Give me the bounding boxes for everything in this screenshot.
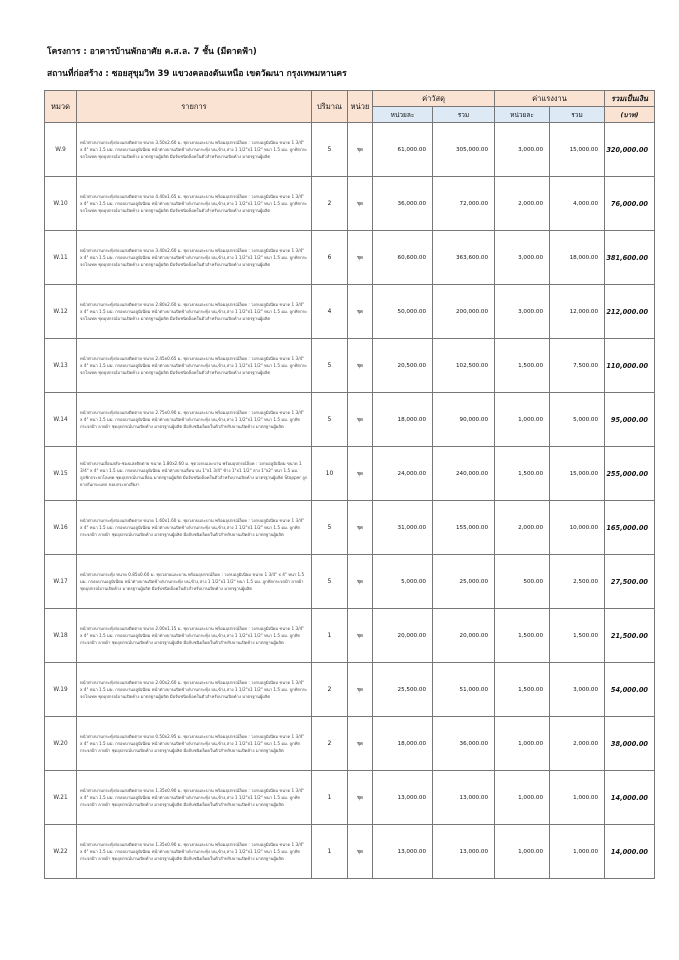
labor-unit-price: 1,000.00 bbox=[495, 771, 550, 825]
item-quantity: 5 bbox=[312, 555, 348, 609]
item-description: หน้าต่างบานกระทุ้งร่องแสงติดตาย ขนาด 2.45x0.65 ม. ชุดวงกบและบาน พร้อมอุปกรณ์ล็อค : วงกบอลูมิเนียม ขนาด 1 3/4" x 4" หนา 1.5 มม. กรอบบานอลูมิเนียม หน้าต่างบานเปิดข้าง/บานกระทุ้ง บน,ข้าง,ล่าง 1 1/2"x1 1/2" หนา 1.5 มม. ลูกฟักกระจกโลเทค ชุดอุปกรณ์บานเปิดค้าง มาตรฐานผู้ผลิต มือจับชนิดล็อคในตัวสำหรับบานเปิดค้าง มาตรฐานผู้ผลิต bbox=[77, 339, 312, 393]
col-labor: ค่าแรงงาน bbox=[495, 91, 605, 107]
labor-sum: 12,000.00 bbox=[550, 285, 605, 339]
labor-unit-price: 1,000.00 bbox=[495, 825, 550, 879]
material-sum: 240,000.00 bbox=[433, 447, 495, 501]
item-description: หน้าต่างบานกระทุ้งร่องแสงติดตาย ขนาด 1.35x0.90 ม. ชุดวงกบและบาน พร้อมอุปกรณ์ล็อค : วงกบอลูมิเนียม ขนาด 1 3/4" x 4" หนา 1.5 มม. กรอบบานอลูมิเนียม หน้าต่างบานเปิดข้าง/บานกระทุ้ง บน,ข้าง,ล่าง 1 1/2"x1 1/2" หนา 1.5 มม. ลูกฟักกระจกฝ้า ลายผ้า ชุดอุปกรณ์บานเปิดค้าง มาตรฐานผู้ผลิต มือจับชนิดล็อคในตัวสำหรับบานเปิดค้าง มาตรฐานผู้ผลิต bbox=[77, 825, 312, 879]
item-unit: ชุด bbox=[348, 285, 373, 339]
material-sum: 20,000.00 bbox=[433, 609, 495, 663]
item-total: 255,000.00 bbox=[605, 447, 655, 501]
item-description: หน้าต่างบานกระทุ้งร่องแสงติดตาย ขนาด 1.60x1.60 ม. ชุดวงกบและบาน พร้อมอุปกรณ์ล็อค : วงกบอลูมิเนียม ขนาด 1 3/4" x 4" หนา 1.5 มม. กรอบบานอลูมิเนียม หน้าต่างบานเปิดข้าง/บานกระทุ้ง บน,ข้าง,ล่าง 1 1/2"x1 1/2" หนา 1.5 มม. ลูกฟักกระจกฝ้า ลายผ้า ชุดอุปกรณ์บานเปิดค้าง มาตรฐานผู้ผลิต มือจับชนิดล็อคในตัวสำหรับบานเปิดค้าง มาตรฐานผู้ผลิต bbox=[77, 501, 312, 555]
col-total-currency: (บาท) bbox=[605, 107, 655, 123]
item-description: หน้าต่างบานเลื่อนสลับ-ช่องแสงติดตาย ขนาด 1.80x2.60 ม. ชุดวงกบและบาน พร้อมอุปกรณ์ล็อค : วงกบอลูมิเนียม ขนาด 1 3/4" x 4" หนา 1.5 มม. กรอบบานอลูมิเนียม หน้าต่างบานเลื่อน บน 1"x1 3/4" ข้าง 1"x1 1/2" ล่าง 1"x2" หนา 1.5 มม. ลูกฟักกระจกโลเทค ชุดอุปกรณ์บานเลื่อน มาตรฐานผู้ผลิต มือจับชนิดล็อคในตัวสำหรับบานเปิดค้าง มาตรฐานผู้ผลิต Stopper ลูกยางกันกระแทก ขอบกระจกเสียงา bbox=[77, 447, 312, 501]
item-code: W.13 bbox=[45, 339, 77, 393]
labor-sum: 15,000.00 bbox=[550, 447, 605, 501]
item-quantity: 2 bbox=[312, 717, 348, 771]
labor-unit-price: 1,500.00 bbox=[495, 663, 550, 717]
item-quantity: 10 bbox=[312, 447, 348, 501]
labor-sum: 1,000.00 bbox=[550, 771, 605, 825]
site-location: สถานที่ก่อสร้าง : ซอยสุขุมวิท 39 แขวงคลองตันเหนือ เขตวัฒนา กรุงเทพมหานคร bbox=[47, 69, 347, 79]
labor-sum: 10,000.00 bbox=[550, 501, 605, 555]
material-sum: 102,500.00 bbox=[433, 339, 495, 393]
col-material-unit-price: หน่วยละ bbox=[373, 107, 433, 123]
col-labor-sum: รวม bbox=[550, 107, 605, 123]
item-total: 212,000.00 bbox=[605, 285, 655, 339]
item-total: 54,000.00 bbox=[605, 663, 655, 717]
item-code: W.19 bbox=[45, 663, 77, 717]
labor-sum: 3,000.00 bbox=[550, 663, 605, 717]
table-row bbox=[45, 177, 655, 231]
item-total: 320,000.00 bbox=[605, 123, 655, 177]
item-unit: ชุด bbox=[348, 393, 373, 447]
labor-sum: 15,000.00 bbox=[550, 123, 605, 177]
item-total: 95,000.00 bbox=[605, 393, 655, 447]
labor-unit-price: 1,000.00 bbox=[495, 717, 550, 771]
item-quantity: 4 bbox=[312, 285, 348, 339]
material-sum: 90,000.00 bbox=[433, 393, 495, 447]
material-unit-price: 20,000.00 bbox=[373, 609, 433, 663]
item-code: W.11 bbox=[45, 231, 77, 285]
item-total: 110,000.00 bbox=[605, 339, 655, 393]
material-unit-price: 13,000.00 bbox=[373, 825, 433, 879]
material-sum: 363,600.00 bbox=[433, 231, 495, 285]
col-category: หมวด bbox=[45, 91, 77, 123]
item-unit: ชุด bbox=[348, 825, 373, 879]
col-material-sum: รวม bbox=[433, 107, 495, 123]
item-code: W.14 bbox=[45, 393, 77, 447]
item-code: W.17 bbox=[45, 555, 77, 609]
item-code: W.12 bbox=[45, 285, 77, 339]
labor-sum: 7,500.00 bbox=[550, 339, 605, 393]
labor-unit-price: 3,000.00 bbox=[495, 231, 550, 285]
boq-table bbox=[44, 90, 655, 879]
item-code: W.9 bbox=[45, 123, 77, 177]
col-quantity: ปริมาณ bbox=[312, 91, 348, 123]
col-material: ค่าวัสดุ bbox=[373, 91, 495, 107]
table-row bbox=[45, 231, 655, 285]
material-unit-price: 60,600.00 bbox=[373, 231, 433, 285]
item-unit: ชุด bbox=[348, 231, 373, 285]
item-total: 14,000.00 bbox=[605, 771, 655, 825]
item-description: หน้าต่างบานกระทุ้งร่องแสงติดตาย ขนาด 3.40x2.60 ม. ชุดวงกบและบาน พร้อมอุปกรณ์ล็อค : วงกบอลูมิเนียม ขนาด 1 3/4" x 4" หนา 1.5 มม. กรอบบานอลูมิเนียม หน้าต่างบานเปิดข้าง/บานกระทุ้ง บน,ข้าง,ล่าง 1 1/2"x1 1/2" หนา 1.5 มม. ลูกฟักกระจกโลเทค ชุดอุปกรณ์บานเปิดค้าง มาตรฐานผู้ผลิต มือจับชนิดล็อคในตัวสำหรับบานเปิดค้าง มาตรฐานผู้ผลิต bbox=[77, 231, 312, 285]
labor-unit-price: 2,000.00 bbox=[495, 177, 550, 231]
labor-unit-price: 3,000.00 bbox=[495, 285, 550, 339]
item-unit: ชุด bbox=[348, 771, 373, 825]
labor-unit-price: 3,000.00 bbox=[495, 123, 550, 177]
item-quantity: 2 bbox=[312, 177, 348, 231]
material-sum: 25,000.00 bbox=[433, 555, 495, 609]
item-total: 27,500.00 bbox=[605, 555, 655, 609]
col-unit: หน่วย bbox=[348, 91, 373, 123]
item-code: W.10 bbox=[45, 177, 77, 231]
item-quantity: 1 bbox=[312, 825, 348, 879]
labor-sum: 4,000.00 bbox=[550, 177, 605, 231]
material-sum: 51,000.00 bbox=[433, 663, 495, 717]
item-code: W.21 bbox=[45, 771, 77, 825]
table-body bbox=[45, 123, 655, 879]
labor-sum: 2,000.00 bbox=[550, 717, 605, 771]
item-total: 165,000.00 bbox=[605, 501, 655, 555]
item-quantity: 5 bbox=[312, 393, 348, 447]
item-description: หน้าต่างบานกระทุ้งร่องแสงติดตาย ขนาด 0.50x2.95 ม. ชุดวงกบและบาน พร้อมอุปกรณ์ล็อค : วงกบอลูมิเนียม ขนาด 1 3/4" x 4" หนา 1.5 มม. กรอบบานอลูมิเนียม หน้าต่างบานเปิดข้าง/บานกระทุ้ง บน,ข้าง,ล่าง 1 1/2"x1 1/2" หนา 1.5 มม. ลูกฟักกระจกฝ้า ลายผ้า ชุดอุปกรณ์บานเปิดค้าง มาตรฐานผู้ผลิต มือจับชนิดล็อคในตัวสำหรับบานเปิดค้าง มาตรฐานผู้ผลิต bbox=[77, 717, 312, 771]
table-row bbox=[45, 393, 655, 447]
item-unit: ชุด bbox=[348, 501, 373, 555]
table-row bbox=[45, 555, 655, 609]
item-total: 14,000.00 bbox=[605, 825, 655, 879]
item-code: W.20 bbox=[45, 717, 77, 771]
material-unit-price: 61,000.00 bbox=[373, 123, 433, 177]
item-quantity: 5 bbox=[312, 123, 348, 177]
item-unit: ชุด bbox=[348, 609, 373, 663]
table-row bbox=[45, 825, 655, 879]
item-unit: ชุด bbox=[348, 177, 373, 231]
material-sum: 13,000.00 bbox=[433, 825, 495, 879]
item-code: W.15 bbox=[45, 447, 77, 501]
material-unit-price: 18,000.00 bbox=[373, 717, 433, 771]
item-quantity: 6 bbox=[312, 231, 348, 285]
table-row bbox=[45, 339, 655, 393]
item-unit: ชุด bbox=[348, 717, 373, 771]
table-row bbox=[45, 447, 655, 501]
table-row bbox=[45, 501, 655, 555]
item-total: 76,000.00 bbox=[605, 177, 655, 231]
labor-unit-price: 1,500.00 bbox=[495, 339, 550, 393]
table-row bbox=[45, 609, 655, 663]
item-quantity: 1 bbox=[312, 609, 348, 663]
item-code: W.22 bbox=[45, 825, 77, 879]
item-unit: ชุด bbox=[348, 663, 373, 717]
item-quantity: 1 bbox=[312, 771, 348, 825]
item-unit: ชุด bbox=[348, 339, 373, 393]
item-quantity: 2 bbox=[312, 663, 348, 717]
material-sum: 155,000.00 bbox=[433, 501, 495, 555]
item-unit: ชุด bbox=[348, 447, 373, 501]
material-sum: 72,000.00 bbox=[433, 177, 495, 231]
item-quantity: 5 bbox=[312, 339, 348, 393]
item-code: W.18 bbox=[45, 609, 77, 663]
table-row bbox=[45, 663, 655, 717]
col-item: รายการ bbox=[77, 91, 312, 123]
item-code: W.16 bbox=[45, 501, 77, 555]
material-unit-price: 50,000.00 bbox=[373, 285, 433, 339]
item-total: 21,500.00 bbox=[605, 609, 655, 663]
material-unit-price: 13,000.00 bbox=[373, 771, 433, 825]
labor-unit-price: 1,500.00 bbox=[495, 609, 550, 663]
material-unit-price: 25,500.00 bbox=[373, 663, 433, 717]
item-quantity: 5 bbox=[312, 501, 348, 555]
item-unit: ชุด bbox=[348, 555, 373, 609]
labor-unit-price: 2,000.00 bbox=[495, 501, 550, 555]
material-sum: 200,000.00 bbox=[433, 285, 495, 339]
project-title: โครงการ : อาคารบ้านพักอาศัย ค.ส.ล. 7 ชั้น (มีดาดฟ้า) bbox=[47, 47, 257, 57]
table-row bbox=[45, 123, 655, 177]
item-description: หน้าต่างบานกระทุ้ง ขนาด 0.85x0.60 ม. ชุดวงกบและบาน พร้อมอุปกรณ์ล็อค : วงกบอลูมิเนียม ขนาด 1 3/4" x 4" หนา 1.5 มม. กรอบบานอลูมิเนียม หน้าต่างบานเปิดข้าง/บานกระทุ้ง บน,ข้าง,ล่าง 1 1/2"x1 1/2" หนา 1.5 มม. ลูกฟักกระจกฝ้า ลายผ้า ชุดอุปกรณ์บานเปิดค้าง มาตรฐานผู้ผลิต มือจับชนิดล็อคในตัวสำหรับบานเปิดค้าง มาตรฐานผู้ผลิต bbox=[77, 555, 312, 609]
table-row bbox=[45, 771, 655, 825]
item-description: หน้าต่างบานกระทุ้งร่องแสงติดตาย ขนาด 4.40x1.65 ม. ชุดวงกบและบาน พร้อมอุปกรณ์ล็อค : วงกบอลูมิเนียม ขนาด 1 3/4" x 4" หนา 1.5 มม. กรอบบานอลูมิเนียม หน้าต่างบานเปิดข้าง/บานกระทุ้ง บน,ข้าง,ล่าง 1 1/2"x1 1/2" หนา 1.5 มม. ลูกฟักกระจกโลเทค ชุดอุปกรณ์บานเปิดค้าง มาตรฐานผู้ผลิต มือจับชนิดล็อคในตัวสำหรับบานเปิดค้าง มาตรฐานผู้ผลิต bbox=[77, 177, 312, 231]
material-sum: 36,000.00 bbox=[433, 717, 495, 771]
material-unit-price: 36,000.00 bbox=[373, 177, 433, 231]
labor-unit-price: 500.00 bbox=[495, 555, 550, 609]
labor-sum: 1,500.00 bbox=[550, 609, 605, 663]
item-unit: ชุด bbox=[348, 123, 373, 177]
material-sum: 13,000.00 bbox=[433, 771, 495, 825]
material-unit-price: 5,000.00 bbox=[373, 555, 433, 609]
labor-sum: 5,000.00 bbox=[550, 393, 605, 447]
item-total: 38,000.00 bbox=[605, 717, 655, 771]
material-sum: 305,000.00 bbox=[433, 123, 495, 177]
labor-unit-price: 1,500.00 bbox=[495, 447, 550, 501]
item-description: หน้าต่างบานกระทุ้งร่องแสงติดตาย ขนาด 2.00x1.15 ม. ชุดวงกบและบาน พร้อมอุปกรณ์ล็อค : วงกบอลูมิเนียม ขนาด 1 3/4" x 4" หนา 1.5 มม. กรอบบานอลูมิเนียม หน้าต่างบานเปิดข้าง/บานกระทุ้ง บน,ข้าง,ล่าง 1 1/2"x1 1/2" หนา 1.5 มม. ลูกฟักกระจกฝ้า ลายผ้า ชุดอุปกรณ์บานเปิดค้าง มาตรฐานผู้ผลิต มือจับชนิดล็อคในตัวสำหรับบานเปิดค้าง มาตรฐานผู้ผลิต bbox=[77, 609, 312, 663]
table-row bbox=[45, 285, 655, 339]
col-labor-unit-price: หน่วยละ bbox=[495, 107, 550, 123]
labor-sum: 1,000.00 bbox=[550, 825, 605, 879]
material-unit-price: 20,500.00 bbox=[373, 339, 433, 393]
col-total: รวมเป็นเงิน bbox=[605, 91, 655, 107]
material-unit-price: 24,000.00 bbox=[373, 447, 433, 501]
labor-sum: 18,000.00 bbox=[550, 231, 605, 285]
item-description: หน้าต่างบานกระทุ้งร่องแสงติดตาย ขนาด 2.80x2.60 ม. ชุดวงกบและบาน พร้อมอุปกรณ์ล็อค : วงกบอลูมิเนียม ขนาด 1 3/4" x 4" หนา 1.5 มม. กรอบบานอลูมิเนียม หน้าต่างบานเปิดข้าง/บานกระทุ้ง บน,ข้าง,ล่าง 1 1/2"x1 1/2" หนา 1.5 มม. ลูกฟักกระจกโลเทค ชุดอุปกรณ์บานเปิดค้าง มาตรฐานผู้ผลิต มือจับชนิดล็อคในตัวสำหรับบานเปิดค้าง มาตรฐานผู้ผลิต bbox=[77, 285, 312, 339]
item-description: หน้าต่างบานกระทุ้งร่องแสงติดตาย ขนาด 1.35x0.90 ม. ชุดวงกบและบาน พร้อมอุปกรณ์ล็อค : วงกบอลูมิเนียม ขนาด 1 3/4" x 4" หนา 1.5 มม. กรอบบานอลูมิเนียม หน้าต่างบานเปิดข้าง/บานกระทุ้ง บน,ข้าง,ล่าง 1 1/2"x1 1/2" หนา 1.5 มม. ลูกฟักกระจกฝ้า ลายผ้า ชุดอุปกรณ์บานเปิดค้าง มาตรฐานผู้ผลิต มือจับชนิดล็อคในตัวสำหรับบานเปิดค้าง มาตรฐานผู้ผลิต bbox=[77, 771, 312, 825]
item-description: หน้าต่างบานกระทุ้งร่องแสงติดตาย ขนาด 2.75x0.90 ม. ชุดวงกบและบาน พร้อมอุปกรณ์ล็อค : วงกบอลูมิเนียม ขนาด 1 3/4" x 4" หนา 1.5 มม. กรอบบานอลูมิเนียม หน้าต่างบานเปิดข้าง/บานกระทุ้ง บน,ข้าง,ล่าง 1 1/2"x1 1/2" หนา 1.5 มม. ลูกฟักกระจกฝ้า ลายผ้า ชุดอุปกรณ์บานเปิดค้าง มาตรฐานผู้ผลิต มือจับชนิดล็อคในตัวสำหรับบานเปิดค้าง มาตรฐานผู้ผลิต bbox=[77, 393, 312, 447]
table-row bbox=[45, 717, 655, 771]
item-description: หน้าต่างบานกระทุ้งร่องแสงติดตาย ขนาด 2.00x2.60 ม. ชุดวงกบและบาน พร้อมอุปกรณ์ล็อค : วงกบอลูมิเนียม ขนาด 1 3/4" x 4" หนา 1.5 มม. กรอบบานอลูมิเนียม หน้าต่างบานเปิดข้าง/บานกระทุ้ง บน,ข้าง,ล่าง 1 1/2"x1 1/2" หนา 1.5 มม. ลูกฟักกระจกโลเทค ชุดอุปกรณ์บานเปิดค้าง มาตรฐานผู้ผลิต มือจับชนิดล็อคในตัวสำหรับบานเปิดค้าง มาตรฐานผู้ผลิต bbox=[77, 663, 312, 717]
labor-sum: 2,500.00 bbox=[550, 555, 605, 609]
item-description: หน้าต่างบานกระทุ้งร่องแสงติดตาย ขนาด 3.50x2.60 ม. ชุดวงกบและบาน พร้อมอุปกรณ์ล็อค : วงกบอลูมิเนียม ขนาด 1 3/4" x 4" หนา 1.5 มม. กรอบบานอลูมิเนียม หน้าต่างบานเปิดข้าง/บานกระทุ้ง บน,ข้าง,ล่าง 1 1/2"x1 1/2" หนา 1.5 มม. ลูกฟักกระจกโลเทค ชุดอุปกรณ์บานเปิดค้าง มาตรฐานผู้ผลิต มือจับชนิดล็อคในตัวสำหรับบานเปิดค้าง มาตรฐานผู้ผลิต bbox=[77, 123, 312, 177]
item-total: 381,600.00 bbox=[605, 231, 655, 285]
material-unit-price: 31,000.00 bbox=[373, 501, 433, 555]
labor-unit-price: 1,000.00 bbox=[495, 393, 550, 447]
material-unit-price: 18,000.00 bbox=[373, 393, 433, 447]
